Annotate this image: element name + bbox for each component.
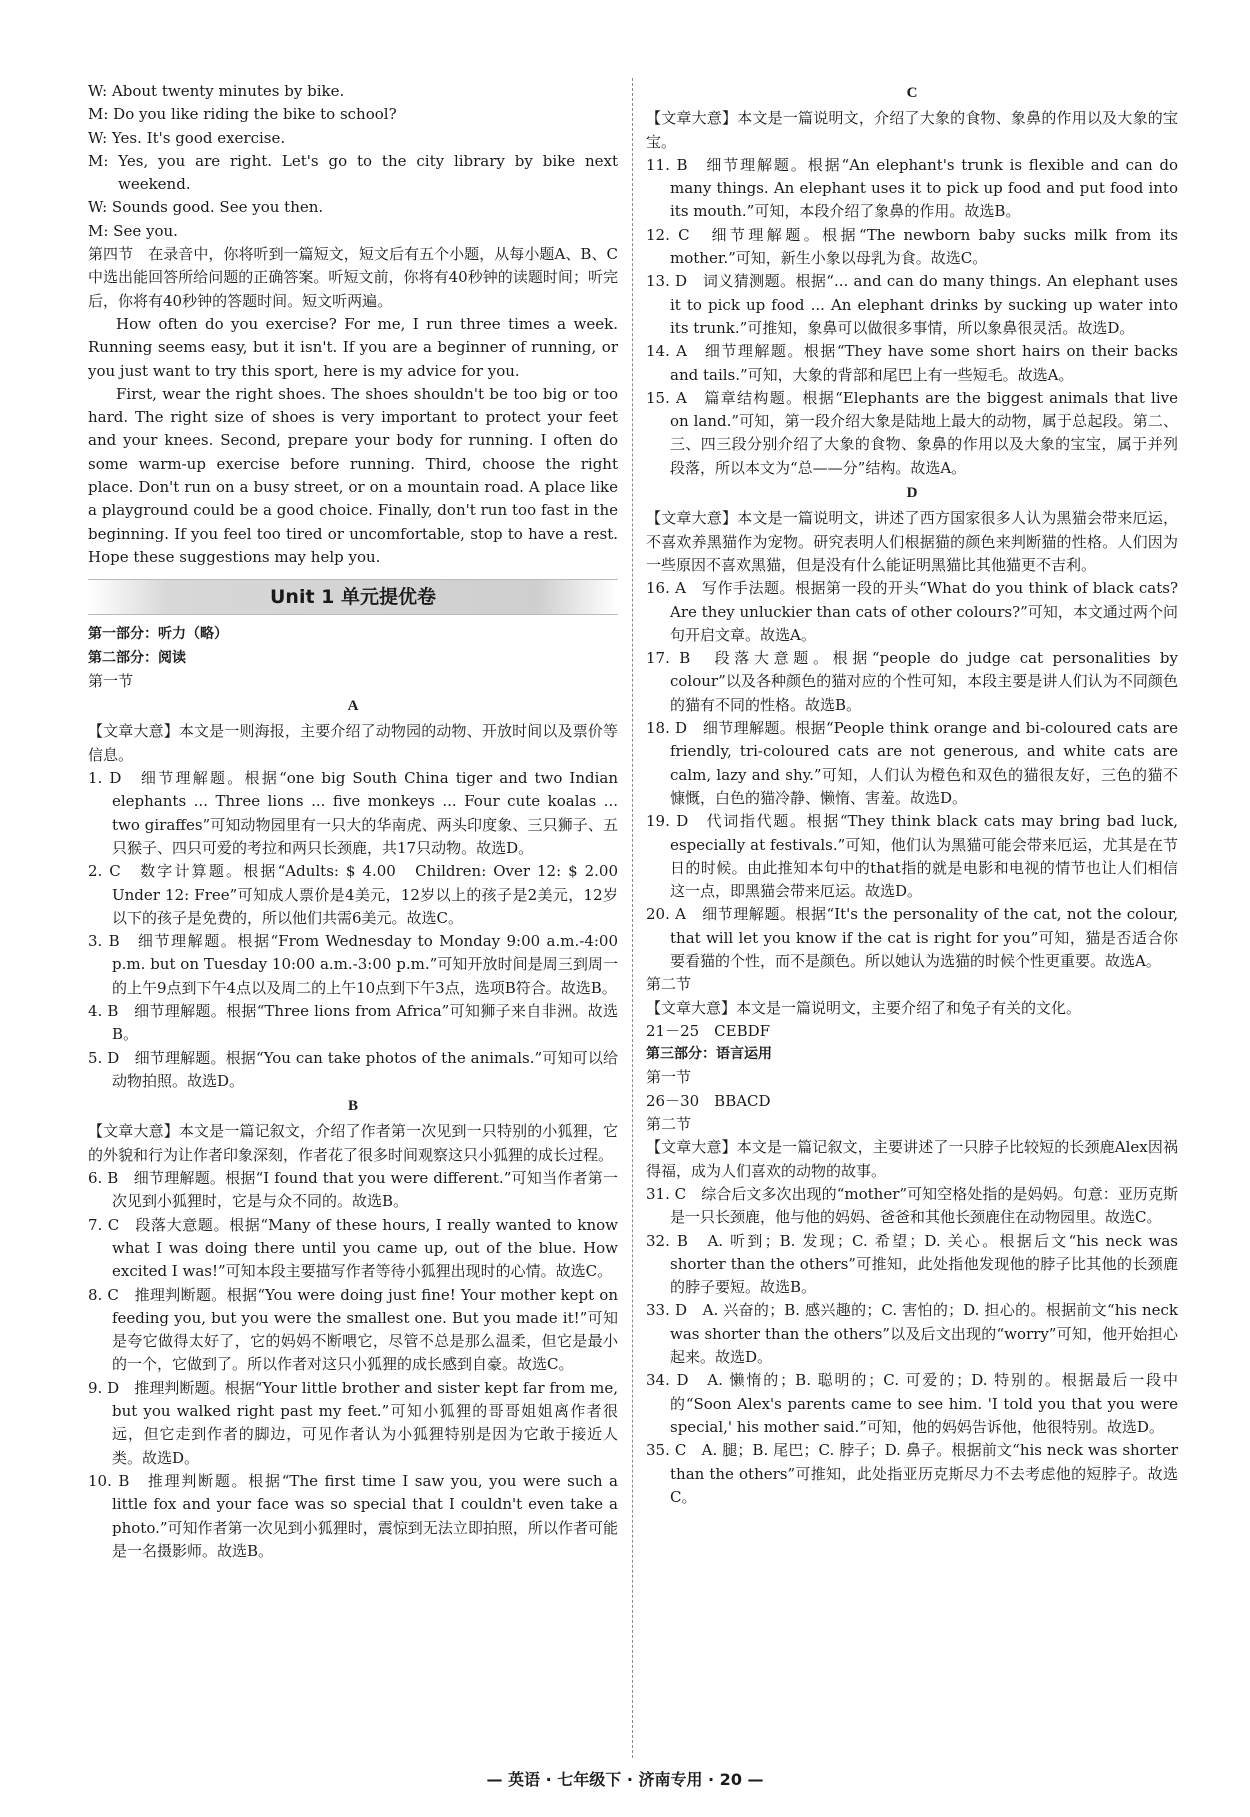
section-heading: 第一节 [646,1068,692,1087]
answer-item: 6. B 细节理解题。根据“I found that you were different.”可知当作者第一次见到小狐狸时，它是与众不同的。故选B。 [88,1169,618,1211]
answer-item: 9. D 推理判断题。根据“Your little brother and sister kept far from me, but you walked right past my feet.”可知小狐狸的哥哥姐姐离作者很远，但它走到作者的脚边，可见作者认为小狐狸特别是因为它敢于接近人类。故选D。 [88,1378,618,1467]
answer-item: 5. D 细节理解题。根据“You can take photos of the animals.”可知可以给动物拍照。故选D。 [88,1048,618,1090]
section-heading: 第二节 [646,1115,692,1134]
passage-c-summary: 【文章大意】本文是一篇说明文，介绍了大象的食物、象鼻的作用以及大象的宝宝。 [646,109,1178,151]
page-footer: — 英语 · 七年级下 · 济南专用 · 20 — [486,1770,764,1789]
left-column [88,80,634,1563]
answer-item: 7. C 段落大意题。根据“Many of these hours, I really wanted to know what I was doing there until you came up, out of the blue. How excited I was!”可知本段主要描写作者等待小狐狸出现时的心情。故选C。 [88,1215,618,1281]
answer-item: 10. B 推理判断题。根据“The first time I saw you, you were such a little fox and your face was so special that I couldn't even take a photo.”可知作者第一次见到小狐狸时，震惊到无法立即拍照，所以作者可能是一名摄影师。故选B。 [88,1471,618,1560]
section-heading: 第二节 [646,975,692,994]
answer-item: 13. D 词义猜测题。根据“... and can do many things. An elephant uses it to pick up food ... An elephant drinks by sucking up water into its trunk.”可推知，象鼻可以做很多事情，所以象鼻很灵活。故选D。 [646,272,1178,337]
answer-item: 20. A 细节理解题。根据“It's the personality of the cat, not the colour, that will let you know if the cat is right for you”可知，猫是否适合你要看猫的个性，而不是颜色。所以她认为选猫的时候个性更重要。故选A。 [646,905,1178,970]
answer-item: 16. A 写作手法题。根据第一段的开头“What do you think of black cats? Are they unluckier than cats of other colours?”可知，本文通过两个问句开启文章。故选A。 [646,579,1178,644]
right-column [646,80,1178,1509]
answer-item: 31. C 综合后文多次出现的“mother”可知空格处指的是妈妈。句意：亚历克斯是一只长颈鹿，他与他的妈妈、爸爸和其他长颈鹿住在动物园里。故选C。 [646,1184,1178,1227]
passage-a-summary: 【文章大意】本文是一则海报，主要介绍了动物园的动物、开放时间以及票价等信息。 [88,722,618,764]
answer-item: 2. C 数字计算题。根据“Adults: $ 4.00 Children: Over 12: $ 2.00 Under 12: Free”可知成人票价是4美元，12岁以上的孩子是2美元，12岁以下的孩子是免费的，所以他们共需6美元。故选C。 [88,862,634,927]
dialogue-line: M: See you. [88,221,178,240]
answer-item: 11. B 细节理解题。根据“An elephant's trunk is flexible and can do many things. An elephant uses it to pick up food and put food into its mouth.”可知，本段介绍了象鼻的作用。故选B。 [646,155,1178,221]
passage-paragraph: First, wear the right shoes. The shoes shouldn't be too big or too hard. The right size of shoes is very important to protect your feet and your knees. Second, prepare your body for running. I often do some warm-up exercise before running. Third, choose the right place. Don't run on a busy street, or on a mountain road. A place like a playground could be a good choice. Finally, don't run too fast in the beginning. If you feel too tired or uncomfortable, stop to have a rest. Hope these suggestions may help you. [88,384,618,566]
answer-item: 3. B 细节理解题。根据“From Wednesday to Monday 9:00 a.m.-4:00 p.m. but on Tuesday 10:00 a.m.-3:00 p.m.”可知开放时间是周三到周一的上午9点到下午4点以及周二的上午10点到下午3点，选项B符合。故选B。 [88,932,618,997]
dialogue-line: M: Yes, you are right. Let's go to the city library by bike next weekend. [88,151,618,194]
answer-item: 15. A 篇章结构题。根据“Elephants are the biggest animals that live on land.”可知，第一段介绍大象是陆地上最大的动物，属于总起段。第二、三、四三段分别介绍了大象的食物、象鼻的作用以及大象的宝宝，属于并列段落，所以本文为“总——分”结构。故选A。 [646,388,1178,477]
dialogue-line: M: Do you like riding the bike to school? [88,105,397,124]
passage-d-label: D [906,485,918,502]
passage-b-label: B [347,1098,358,1115]
answer-item: 14. A 细节理解题。根据“They have some short hairs on their backs and tails.”可知，大象的背部和尾巴上有一些短毛。故选A。 [646,342,1178,384]
dialogue-line: W: About twenty minutes by bike. [88,82,345,100]
answer-item: 17. B 段落大意题。根据“people do judge cat personalities by colour”以及各种颜色的猫对应的个性可知，本段主要是讲人们认为不同颜色的猫有不同的性格。故选B。 [646,649,1178,714]
dialogue-line: W: Yes. It's good exercise. [88,128,286,147]
passage-c-label: C [906,85,918,101]
answers-26-30: 26－30 BBACD [646,1091,771,1110]
answer-item: 1. D 细节理解题。根据“one big South China tiger and two Indian elephants ... Three lions ... five monkeys ... Four cute koalas ... two giraffes”可知动物园里有一只大的华南虎、两头印度象、三只狮子、五只猴子、四只可爱的考拉和两只长颈鹿，共17只动物。故选D。 [88,769,618,857]
passage-paragraph: How often do you exercise? For me, I run three times a week. Running seems easy, but it isn't. If you are a beginner of running, or you just want to try this sport, here is my advice for you. [88,314,618,380]
passage-b-summary: 【文章大意】本文是一篇记叙文，介绍了作者第一次见到一只特别的小狐狸，它的外貌和行为让作者印象深刻，作者花了很多时间观察这只小狐狸的成长过程。 [88,1122,618,1164]
passage-a-label: A [347,698,359,715]
part1-heading: 第一部分：听力（略） [88,626,228,643]
dialogue-line: W: Sounds good. See you then. [88,198,324,217]
section4-instructions: 第四节 在录音中，你将听到一篇短文，短文后有五个小题，从每小题A、B、C中选出能回答所给问题的正确答案。听短文前，你将有40秒钟的读题时间；听完后，你将有40秒钟的答题时间。短文听两遍。 [88,245,618,310]
unit-title-banner: Unit 1 单元提优卷 [88,579,618,615]
part2-heading: 第二部分：阅读 [88,649,186,666]
section-heading: 第一节 [88,671,134,690]
answer-item: 35. C A. 腿；B. 尾巴；C. 脖子；D. 鼻子。根据前文“his neck was shorter than the others”可推知，此处指亚历克斯尽力不去考虑他的短脖子。故选C。 [646,1441,1178,1506]
section2-summary: 【文章大意】本文是一篇说明文，主要介绍了和兔子有关的文化。 [646,998,1082,1017]
cloze-summary: 【文章大意】本文是一篇记叙文，主要讲述了一只脖子比较短的长颈鹿Alex因祸得福，成为人们喜欢的动物的故事。 [646,1138,1178,1180]
answer-item: 33. D A. 兴奋的；B. 感兴趣的；C. 害怕的；D. 担心的。根据前文“his neck was shorter than the others”以及后文出现的“worry”可知，他开始担心起来。故选D。 [646,1301,1178,1367]
answer-item: 4. B 细节理解题。根据“Three lions from Africa”可知狮子来自非洲。故选B。 [88,1001,618,1044]
column-divider [632,78,633,1758]
answer-item: 12. C 细节理解题。根据“The newborn baby sucks milk from its mother.”可知，新生小象以母乳为食。故选C。 [646,225,1178,268]
part3-heading: 第三部分：语言运用 [646,1046,772,1063]
answer-item: 32. B A. 听到；B. 发现；C. 希望；D. 关心。根据后文“his neck was shorter than the others”可推知，此处指他发现他的脖子比其他的长颈鹿的脖子要短。故选B。 [646,1231,1178,1297]
answer-item: 19. D 代词指代题。根据“They think black cats may bring bad luck, especially at festivals.”可知，他们认为黑猫可能会带来厄运，尤其是在节日的时候。由此推知本句中的that指的就是电影和电视的情节也让人们相信这一点，即黑猫会带来厄运。故选D。 [646,812,1178,901]
passage-d-summary: 【文章大意】本文是一篇说明文，讲述了西方国家很多人认为黑猫会带来厄运，不喜欢养黑猫作为宠物。研究表明人们根据猫的颜色来判断猫的性格。人们因为一些原因不喜欢黑猫，但是没有什么能证明黑猫比其他猫更不吉利。 [646,509,1178,574]
answer-item: 34. D A. 懒惰的；B. 聪明的；C. 可爱的；D. 特别的。根据最后一段中的“Soon Alex's parents came to see him. 'I told you that you were special,' his mother said.”可知，他的妈妈告诉他，他很特别。故选D。 [646,1371,1178,1436]
answer-item: 8. C 推理判断题。根据“You were doing just fine! Your mother kept on feeding you, but you were the smallest one. But you made it!”可知是夸它做得太好了，它的妈妈不断喂它，尽管不总是那么温柔，但它是最小的一个，它做到了。所以作者对这只小狐狸的成长感到自豪。故选C。 [88,1285,618,1374]
answers-21-25: 21－25 CEBDF [646,1021,771,1040]
answer-item: 18. D 细节理解题。根据“People think orange and bi-coloured cats are friendly, tri-coloured cats are not generous, and white cats are calm, lazy and shy.”可知，人们认为橙色和双色的猫很友好，三色的猫不慷慨，白色的猫冷静、懒惰、害羞。故选D。 [646,719,1178,807]
listening-dialogue [88,80,618,243]
